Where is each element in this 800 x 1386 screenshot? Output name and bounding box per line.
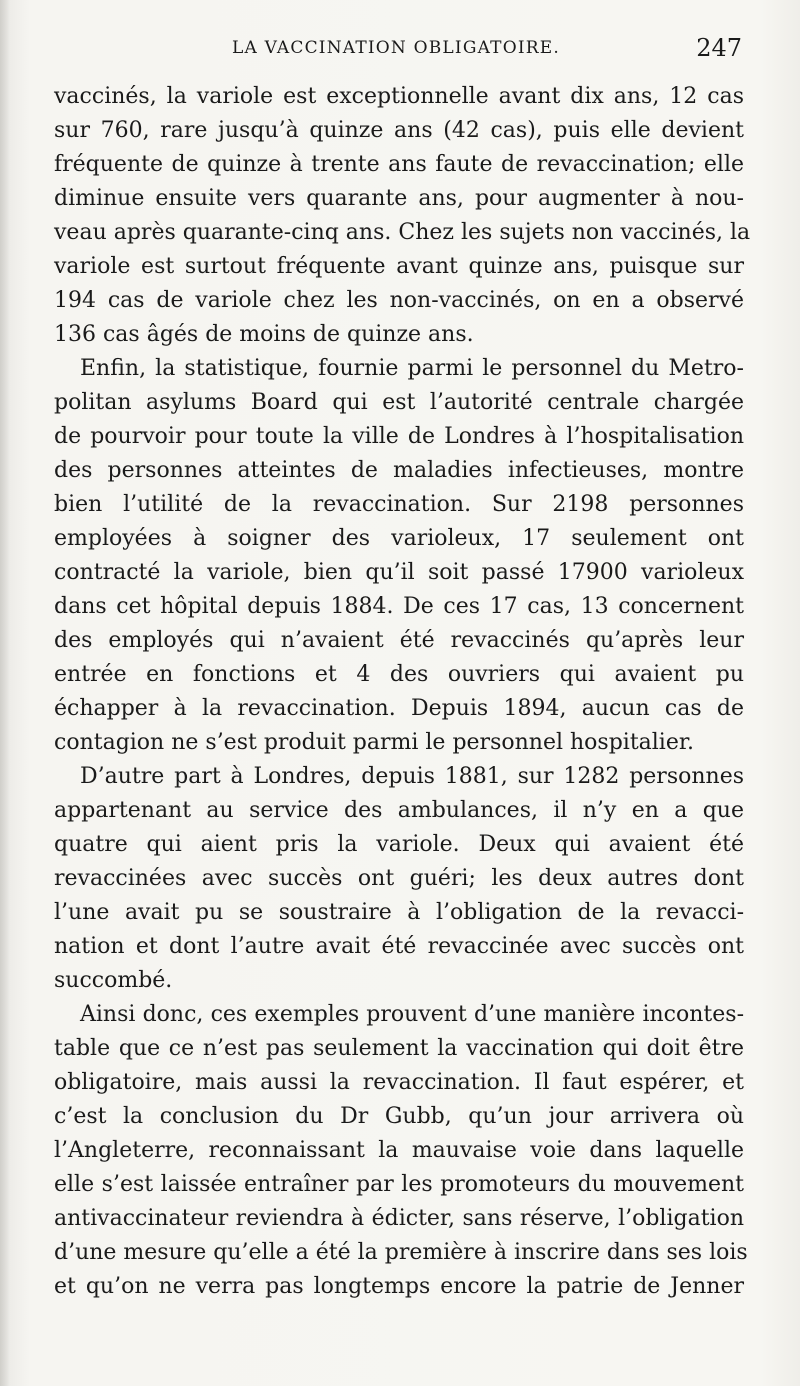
text-line: table que ce n’est pas seulement la vaccination qui doit être [54,1036,744,1061]
text-line: vaccinés, la variole est exceptionnelle avant dix ans, 12 cas [54,84,744,109]
text-line: des personnes atteintes de maladies infectieuses, montre [54,458,744,483]
text-line: contracté la variole, bien qu’il soit passé 17900 varioleux [54,560,744,585]
page-header [54,34,744,70]
text-line: succombé. [54,968,173,993]
text-line: diminue ensuite vers quarante ans, pour augmenter à nou- [54,186,744,211]
text-line: revaccinées avec succès ont guéri; les deux autres dont [54,866,744,891]
text-line: politan asylums Board qui est l’autorité centrale chargée [54,390,744,415]
body-text [54,80,751,1304]
text-line: l’Angleterre, reconnaissant la mauvaise voie dans laquelle [54,1138,744,1163]
text-line: dans cet hôpital depuis 1884. De ces 17 cas, 13 concernent [54,594,744,619]
text-line: contagion ne s’est produit parmi le personnel hospitalier. [54,730,694,755]
text-line: d’une mesure qu’elle a été la première à inscrire dans ses lois [54,1240,748,1265]
text-line: 136 cas âgés de moins de quinze ans. [54,322,474,347]
page-gutter-shadow [0,0,10,1386]
text-line: des employés qui n’avaient été revaccinés qu’après leur [54,628,744,653]
text-line: Ainsi donc, ces exemples prouvent d’une manière incontes- [80,1002,744,1027]
text-line: variole est surtout fréquente avant quinze ans, puisque sur [54,254,744,279]
text-line: antivaccinateur reviendra à édicter, sans réserve, l’obligation [54,1206,744,1231]
text-line: quatre qui aient pris la variole. Deux qui avaient été [54,832,744,857]
text-line: l’une avait pu se soustraire à l’obligation de la revacci- [54,900,744,925]
text-line: nation et dont l’autre avait été revaccinée avec succès ont [54,934,744,959]
text-line: 194 cas de variole chez les non-vaccinés, on en a observé [54,288,744,313]
text-line: c’est la conclusion du Dr Gubb, qu’un jour arrivera où [54,1104,744,1129]
text-line: veau après quarante-cinq ans. Chez les sujets non vaccinés, la [54,220,751,245]
running-title: LA VACCINATION OBLIGATOIRE. [232,38,560,58]
text-line: fréquente de quinze à trente ans faute de revaccination; elle [54,152,744,177]
text-line: et qu’on ne verra pas longtemps encore la patrie de Jenner [54,1274,744,1299]
text-line: obligatoire, mais aussi la revaccination. Il faut espérer, et [54,1070,744,1095]
text-line: D’autre part à Londres, depuis 1881, sur 1282 personnes [80,764,744,789]
text-line: bien l’utilité de la revaccination. Sur 2198 personnes [54,492,744,517]
text-line: sur 760, rare jusqu’à quinze ans (42 cas), puis elle devient [54,118,744,143]
text-line: employées à soigner des varioleux, 17 seulement ont [54,526,744,551]
text-line: appartenant au service des ambulances, il n’y en a que [54,798,744,823]
text-line: elle s’est laissée entraîner par les promoteurs du mouvement [54,1172,744,1197]
page-number: 247 [696,34,742,62]
text-line: entrée en fonctions et 4 des ouvriers qui avaient pu [54,662,744,687]
text-line: de pourvoir pour toute la ville de Londres à l’hospitalisation [54,424,744,449]
text-line: Enfin, la statistique, fournie parmi le personnel du Metro- [80,356,744,381]
text-line: échapper à la revaccination. Depuis 1894, aucun cas de [54,696,744,721]
